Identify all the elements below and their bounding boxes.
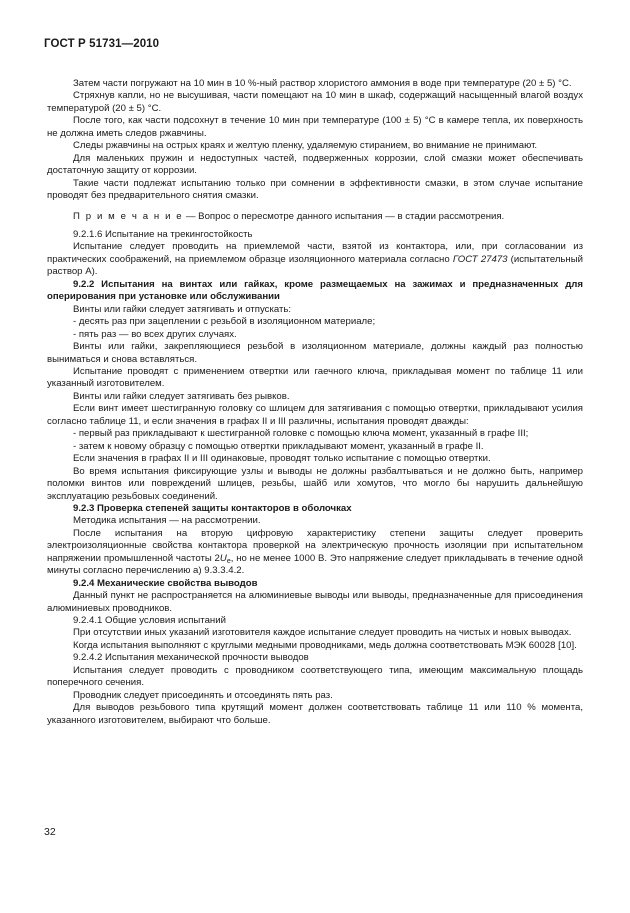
paragraph: Винты или гайки следует затягивать и отпускать: [73, 303, 292, 315]
paragraph: Если значения в графах II и III одинаковые, проводят только испытание с помощью отвертки. [73, 453, 491, 465]
paragraph: Данный пункт не распространяется на алюминиевые выводы или выводы, предназначенные для присоединения алюминиевых проводников. [47, 590, 583, 614]
gost-reference: ГОСТ 27473 [452, 253, 508, 265]
voltage-symbol: U [219, 552, 227, 564]
note-label: П р и м е ч а н и е [73, 210, 184, 222]
paragraph: Стряхнув капли, но не высушивая, части помещают на 10 мин в шкаф, содержащий насыщенный влагой воздух температурой (20 ± 5) °С. [47, 90, 583, 114]
paragraph: Проводник следует присоединять и отсоединять пять раз. [73, 689, 333, 701]
section-923-title: 9.2.3 Проверка степеней защиты контакторов в оболочках [73, 502, 352, 514]
paragraph: Для выводов резьбового типа крутящий момент должен соответствовать таблице 11 или 110 % момента, указанного изготовителем, выбирают что больше. [47, 702, 583, 726]
list-item: - первый раз прикладывают к шестигранной головке с помощью ключа момент, указанный в графе III; [73, 428, 529, 440]
list-item: - пять раз — во всех других случаях. [73, 328, 237, 340]
document-body [47, 78, 583, 727]
list-item: - затем к новому образцу с помощью отвертки прикладывают момент, указанный в графе II. [73, 440, 484, 452]
paragraph: Методика испытания — на рассмотрении. [73, 515, 261, 527]
paragraph: Для маленьких пружин и недоступных частей, подверженных коррозии, слой смазки может обеспечивать достаточную защиту от коррозии. [47, 152, 583, 177]
section-9216-text: Испытание следует проводить на приемлемой части, взятой из контактора, или, при согласовании из практических соображений, на приемлемом образце изоляционного материала согласно ГОСТ 27473 (испытательный раствор А). [47, 241, 583, 278]
subsection-title: 9.2.4.1 Общие условия испытаний [73, 615, 226, 627]
paragraph: Когда испытания выполняют с круглыми медными проводниками, медь должна соответствовать МЭК 60028 [10]. [73, 639, 577, 651]
paragraph: Такие части подлежат испытанию только при сомнении в эффективности смазки, в этом случае испытание проводят без предварительного снятия смазки. [47, 177, 583, 202]
page-number: 32 [44, 826, 56, 838]
paragraph: Следы ржавчины на острых краях и желтую пленку, удаляемую стиранием, во внимание не принимают. [73, 140, 538, 152]
subsection-title: 9.2.4.2 Испытания механической прочности выводов [73, 652, 309, 664]
voltage-subscript: e [226, 557, 231, 565]
section-922-title: 9.2.2 Испытания на винтах или гайках, кроме размещаемых на зажимах и предназначенных для оперирования при установке или обслуживании [47, 278, 583, 303]
list-item: - десять раз при зацеплении с резьбой в изоляционном материале; [73, 316, 376, 328]
section-924-title: 9.2.4 Механические свойства выводов [73, 577, 258, 589]
paragraph: Затем части погружают на 10 мин в 10 %-ный раствор хлористого аммония в воде при температуре (20 ± 5) °С. [73, 78, 572, 89]
paragraph: Винты или гайки следует затягивать без рывков. [73, 390, 290, 402]
paragraph: Во время испытания фиксирующие узлы и выводы не должны разбалтываться и не должно быть, например поломки винтов или повреждений шлицев, резьбы, шайб или хомутов, что могло бы нарушить дальнейшую эксплуатацию резьбовых соединений. [47, 465, 583, 502]
note-text: — Вопрос о пересмотре данного испытания — в стадии рассмотрения. [183, 210, 505, 222]
paragraph: Винты или гайки, закрепляющиеся резьбой в изоляционном материале, должны каждый раз полностью выниматься и снова вставляться. [47, 341, 583, 365]
paragraph: Если винт имеет шестигранную головку со шлицем для затягивания с помощью отвертки, прикладывают усилия согласно таблице 11, и если значения в графах II и III различны, испытания проводят дважды: [47, 403, 583, 427]
section-9216-title: 9.2.1.6 Испытание на трекингостойкость [73, 228, 253, 240]
paragraph: Испытание проводят с применением отвертки или гаечного ключа, прикладывая момент по таблице 11 или указанный изготовителем. [47, 365, 583, 390]
paragraph: После того, как части подсохнут в течение 10 мин при температуре (100 ± 5) °С в камере тепла, их поверхность не должна иметь следов ржавчины. [47, 115, 583, 139]
paragraph: При отсутствии иных указаний изготовителя каждое испытание следует проводить на чистых и новых выводах. [73, 627, 572, 639]
paragraph: Испытания следует проводить с проводником соответствующего типа, имеющим максимальную площадь поперечного сечения. [47, 664, 583, 689]
document-header: ГОСТ Р 51731—2010 [44, 38, 160, 50]
paragraph: После испытания на вторую цифровую характеристику степени защиты следует проверить электроизоляционные свойства контактора проверкой на электрическую прочность изоляции при испытательном напряжении промышленной частоты $2U_e$, но не менее 1000 В. Это напряжение следует прикладывать в течение одной минуты согласно перечислению а) 9.3.3.4.2. [47, 527, 584, 577]
note [47, 211, 583, 223]
